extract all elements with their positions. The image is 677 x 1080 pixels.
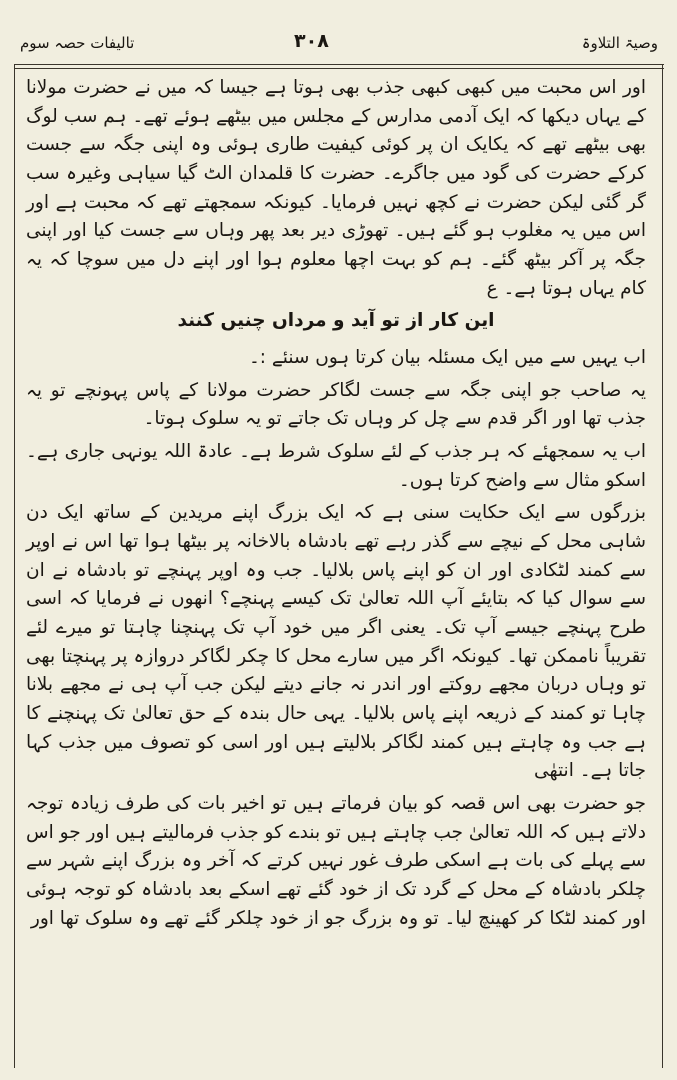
- persian-verse: این کار از تو آید و مرداں چنیں کنند: [177, 310, 495, 332]
- page-header: [14, 30, 662, 60]
- page-number: ۳۰۸: [294, 30, 329, 52]
- paragraph-4: اب یہ سمجھئے کہ ہر جذب کے لئے سلوک شرط ہے۔ عادۃ اللہ یونہی جاری ہے۔ اسکو مثال سے واضح کرتا ہوں۔: [26, 441, 646, 491]
- body-text: [26, 74, 646, 937]
- paragraph-6: جو حضرت بھی اس قصہ کو بیان فرماتے ہیں تو اخیر بات کی طرف زیادہ توجہ دلاتے ہیں کہ اللہ تعالیٰ جب چاہتے ہیں تو بندے کو جذب فرمالیتے ہیں اور جو اس سے پہلے کی بات ہے اسکی طرف غور نہیں کرتے کہ آخر وہ بزرگ اپنے شہر سے چلکر بادشاہ کے محل کے گرد تک از خود گئے تھے اسکے بعد بادشاہ کو توجہ ہوئی اور کمند لٹکا کر کھینچ لیا۔ تو وہ بزرگ جو از خود چلکر گئے تھے وہ سلوک تھا اور: [26, 793, 646, 929]
- paragraph-5: بزرگوں سے ایک حکایت سنی ہے کہ ایک بزرگ اپنے مریدین کے ساتھ ایک دن شاہی محل کے نیچے سے گذر رہے تھے بادشاہ بالاخانہ پر بیٹھا ہوا تھا اس نے اوپر سے کمند لٹکادی اور ان کو اپنے پاس بلالیا۔ جب وہ اوپر پہنچے تو بادشاہ نے ان سے سوال کیا کہ بتایئے آپ اللہ تعالیٰ تک کیسے پہنچے؟ انھوں نے فرمایا کہ اسی طرح پہنچے جیسے آپ تک۔ یعنی اگر میں خود آپ تک پہنچنا چاہتا تو میرے لئے تقریباً ناممکن تھا۔ کیونکہ اگر میں سارے محل کا چکر لگاکر دروازہ پر پہنچتا بھی تو وہاں دربان مجھے روکتے اور اندر نہ جانے دیتے لیکن جب آپ ہی نے مجھے بلانا چاہا تو کمند کے ذریعہ اپنے پاس بلالیا۔ یہی حال بندہ کے حق تعالیٰ تک پہنچنے کا ہے جب وہ چاہتے ہیں کمند لگاکر بلالیتے ہیں اور اسی کو تصوف میں جذب کہا جاتا ہے۔ انتھٰی: [26, 502, 646, 782]
- paragraph-3: یہ صاحب جو اپنی جگہ سے جست لگاکر حضرت مولانا کے پاس پہونچے تو یہ جذب تھا اور اگر قدم سے چل کر وہاں تک جاتے تو یہ سلوک ہوتا۔: [26, 379, 646, 430]
- header-rule-top: [14, 64, 664, 65]
- right-border: [662, 64, 663, 1068]
- header-chapter-title: وصیۃ التلاوۃ: [581, 34, 658, 52]
- header-rule-bottom: [14, 68, 664, 69]
- paragraph-2: اب یہیں سے میں ایک مسئلہ بیان کرتا ہوں سنئے :۔: [248, 347, 646, 369]
- header-series-title: تالیفات حصہ سوم: [20, 34, 135, 52]
- left-border: [14, 64, 15, 1068]
- paragraph-1: اور اس محبت میں کبھی کبھی جذب بھی ہوتا ہے جیسا کہ میں نے حضرت مولانا کے یہاں دیکھا کہ ایک آدمی مدارس کے مجلس میں بیٹھے ہوئے تھے۔ ہم سب لوگ بھی بیٹھے تھے کہ یکایک ان پر کوئی کیفیت طاری ہوئی وہ اپنی جگہ سے جست کرکے حضرت کی گود میں جاگرے۔ حضرت کا قلمدان الٹ گیا سیاہی وغیرہ سب گر گئی لیکن حضرت نے کچھ نہیں فرمایا۔ کیونکہ سمجھتے تھے کہ محبت ہے اور اس میں یہ مغلوب ہو گئے ہیں۔ تھوڑی دیر بعد پھر وہاں سے جست کیا اور اپنی جگہ پر آکر بیٹھ گئے۔ ہم کو بہت اچھا معلوم ہوا اور اپنے دل میں سوچا کہ یہ کام یہاں ہوتا ہے۔ ع: [26, 77, 646, 299]
